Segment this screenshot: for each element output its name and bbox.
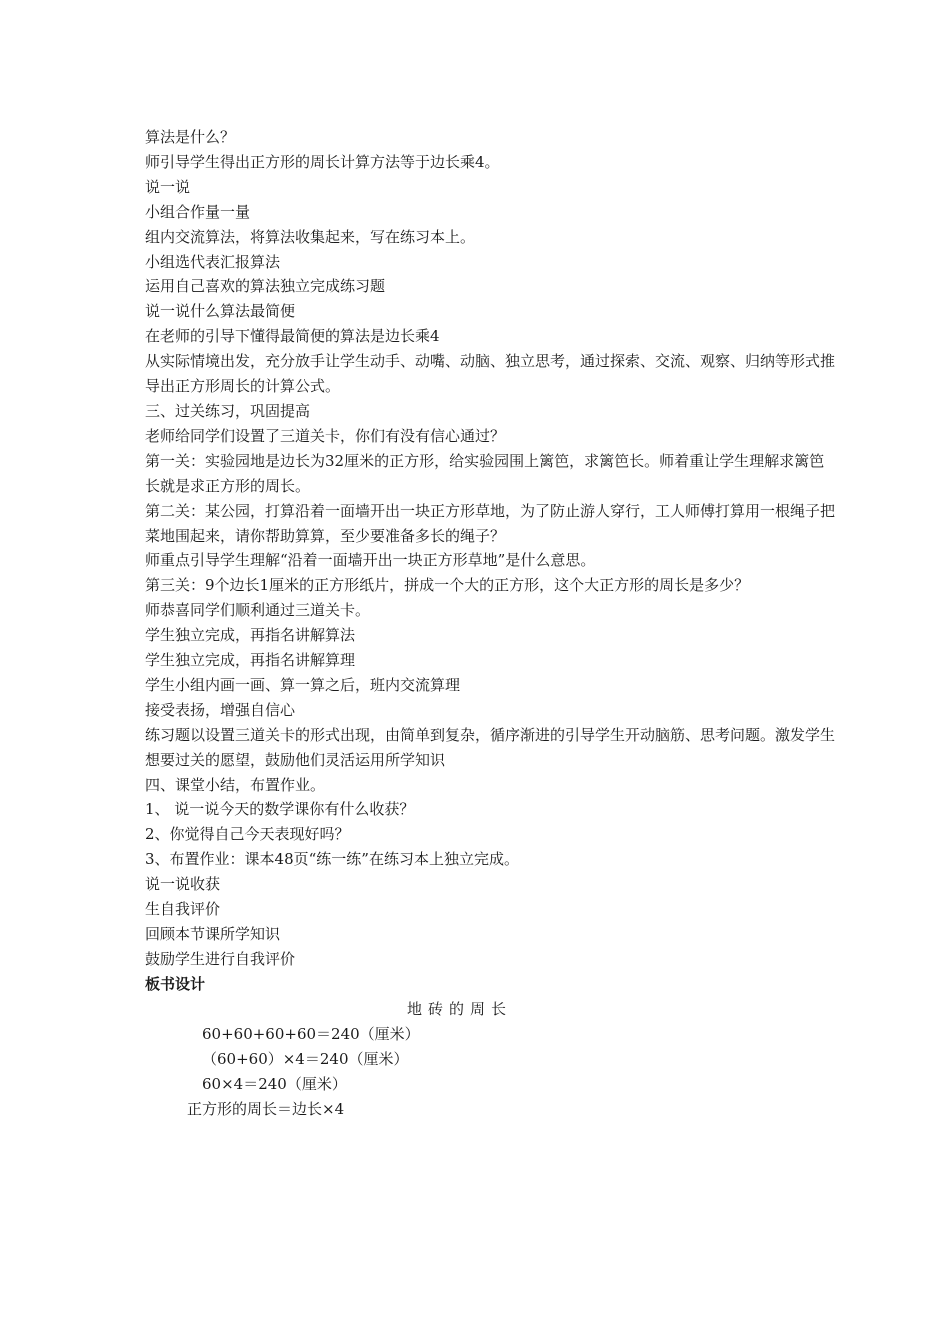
section-heading: 四、课堂小结，布置作业。 (145, 775, 326, 794)
text-line: 小组选代表汇报算法 (145, 252, 281, 271)
text-line: 算法是什么？ (145, 128, 236, 146)
text-line: 2、你觉得自己今天表现好吗？ (145, 825, 350, 844)
board-title: 地砖的周长 (407, 999, 513, 1018)
text-paragraph: 第二关：某公园，打算沿着一面墙开出一块正方形草地，为了防止游人穿行，工人师傅打算用一根绳子把菜地围起来，请你帮助算算，至少要准备多长的绳子？ (145, 501, 836, 545)
document-page (145, 125, 835, 1122)
board-design (145, 997, 835, 1122)
text-line: 学生独立完成，再指名讲解算理 (145, 651, 356, 670)
text-paragraph: 第一关：实验园地是边长为32厘米的正方形，给实验园围上篱笆，求篱笆长。师着重让学生理解求篱笆长就是求正方形的周长。 (145, 451, 825, 495)
text-line: 师恭喜同学们顺利通过三道关卡。 (145, 601, 371, 620)
text-line: 师重点引导学生理解“沿着一面墙开出一块正方形草地”是什么意思。 (145, 551, 596, 570)
board-formula: 正方形的周长＝边长×4 (187, 1099, 345, 1118)
text-line: 师引导学生得出正方形的周长计算方法等于边长乘4。 (145, 152, 500, 171)
text-paragraph: 从实际情境出发，充分放手让学生动手、动嘴、动脑、独立思考，通过探索、交流、观察、归纳等形式推导出正方形周长的计算公式。 (145, 352, 836, 396)
board-heading: 板书设计 (145, 974, 206, 993)
text-line: 学生独立完成，再指名讲解算法 (145, 626, 356, 645)
section-heading: 三、过关练习，巩固提高 (145, 401, 311, 420)
text-line: 说一说什么算法最简便 (145, 302, 296, 321)
text-line: 说一说收获 (145, 875, 221, 894)
text-line: 接受表扬，增强自信心 (145, 700, 296, 719)
text-line: 运用自己喜欢的算法独立完成练习题 (145, 277, 386, 296)
text-line: 回顾本节课所学知识 (145, 925, 281, 943)
text-line: 鼓励学生进行自我评价 (145, 949, 296, 968)
text-line: 说一说 (145, 177, 191, 196)
board-formula: 60+60+60+60＝240（厘米） (202, 1024, 420, 1043)
text-line: 第三关：9个边长1厘米的正方形纸片，拼成一个大的正方形，这个大正方形的周长是多少？ (145, 576, 750, 595)
text-line: 组内交流算法，将算法收集起来，写在练习本上。 (145, 227, 476, 246)
text-line: 3、布置作业：课本48页“练一练”在练习本上独立完成。 (145, 850, 519, 869)
text-line: 小组合作量一量 (145, 202, 251, 221)
text-line: 生自我评价 (145, 900, 221, 919)
board-formula: （60+60）×4＝240（厘米） (202, 1049, 409, 1068)
text-paragraph: 练习题以设置三道关卡的形式出现，由简单到复杂，循序渐进的引导学生开动脑筋、思考问题。激发学生想要过关的愿望，鼓励他们灵活运用所学知识 (145, 725, 836, 769)
text-line: 学生小组内画一画、算一算之后，班内交流算理 (145, 675, 461, 694)
board-formula: 60×4＝240（厘米） (202, 1074, 347, 1093)
text-line: 老师给同学们设置了三道关卡，你们有没有信心通过？ (145, 426, 506, 445)
text-line: 在老师的引导下懂得最简便的算法是边长乘4 (145, 327, 440, 346)
text-line: 1、 说一说今天的数学课你有什么收获？ (145, 800, 415, 819)
